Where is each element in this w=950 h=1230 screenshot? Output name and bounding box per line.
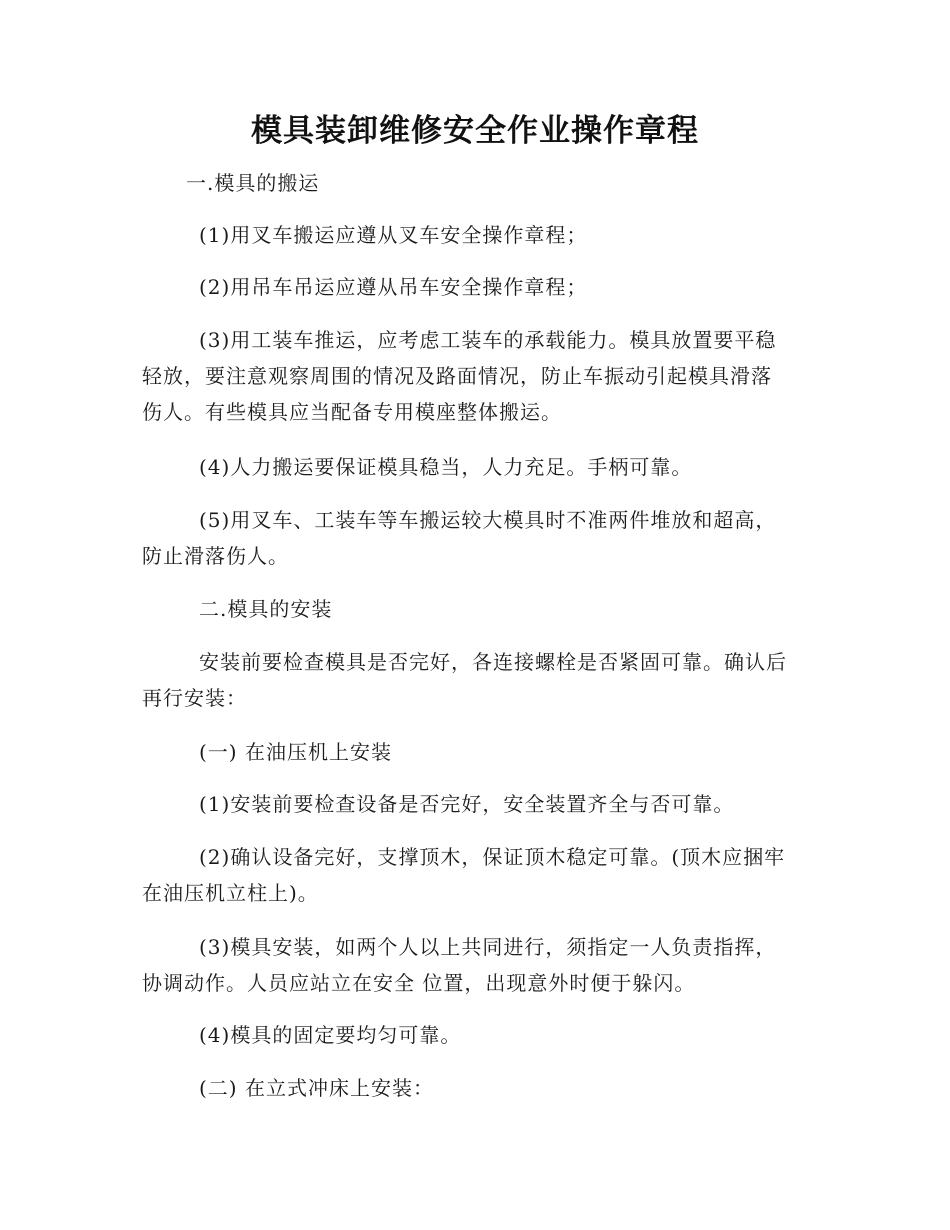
document-title: 模具装卸维修安全作业操作章程 xyxy=(251,113,699,149)
text-line: (一) 在油压机上安装 xyxy=(199,740,392,764)
paragraph xyxy=(142,644,822,716)
text-line: (3)用工装车推运，应考虑工装车的承载能力。模具放置要平稳 xyxy=(199,328,777,352)
paragraph xyxy=(142,322,822,430)
text-line: 防止滑落伤人。 xyxy=(142,544,289,568)
paragraph xyxy=(142,449,822,485)
paragraph xyxy=(142,269,822,305)
text-line: 协调动作。人员应站立在安全 位置，出现意外时便于躲闪。 xyxy=(142,971,696,995)
text-line: (1)安装前要检查设备是否完好，安全装置齐全与否可靠。 xyxy=(199,792,735,816)
paragraph xyxy=(142,217,822,253)
text-line: 再行安装： xyxy=(142,686,247,710)
text-line: (4)人力搬运要保证模具稳当，人力充足。手柄可靠。 xyxy=(199,455,693,479)
section-heading-installation xyxy=(142,591,822,627)
text-line: 轻放，要注意观察周围的情况及路面情况，防止车振动引起模具滑落 xyxy=(142,364,772,388)
text-line: (5)用叉车、工装车等车搬运较大模具时不准两件堆放和超高， xyxy=(199,508,777,532)
text-line: 一.模具的搬运 xyxy=(186,171,320,195)
text-line: (1)用叉车搬运应遵从叉车安全操作章程； xyxy=(199,223,588,247)
text-line: (2)确认设备完好，支撑顶木，保证顶木稳定可靠。(顶木应捆牢 xyxy=(199,845,786,869)
text-line: 伤人。有些模具应当配备专用模座整体搬运。 xyxy=(142,400,562,424)
paragraph xyxy=(142,1017,822,1053)
text-line: 安装前要检查模具是否完好，各连接螺栓是否紧固可靠。确认后 xyxy=(199,650,787,674)
section-heading-transport xyxy=(142,165,822,201)
text-line: 在油压机立柱上)。 xyxy=(142,881,319,905)
paragraph xyxy=(142,839,822,911)
subsection-heading-hydraulic-press xyxy=(142,734,822,770)
text-line: (3)模具安装，如两个人以上共同进行，须指定一人负责指挥， xyxy=(199,935,777,959)
paragraph xyxy=(142,502,822,574)
text-line: (二) 在立式冲床上安装： xyxy=(199,1076,434,1100)
paragraph xyxy=(142,786,822,822)
text-line: (2)用吊车吊运应遵从吊车安全操作章程； xyxy=(199,275,588,299)
text-line: (4)模具的固定要均匀可靠。 xyxy=(199,1023,462,1047)
subsection-heading-vertical-punch xyxy=(142,1070,822,1106)
paragraph xyxy=(142,929,822,1001)
text-line: 二.模具的安装 xyxy=(199,597,333,621)
